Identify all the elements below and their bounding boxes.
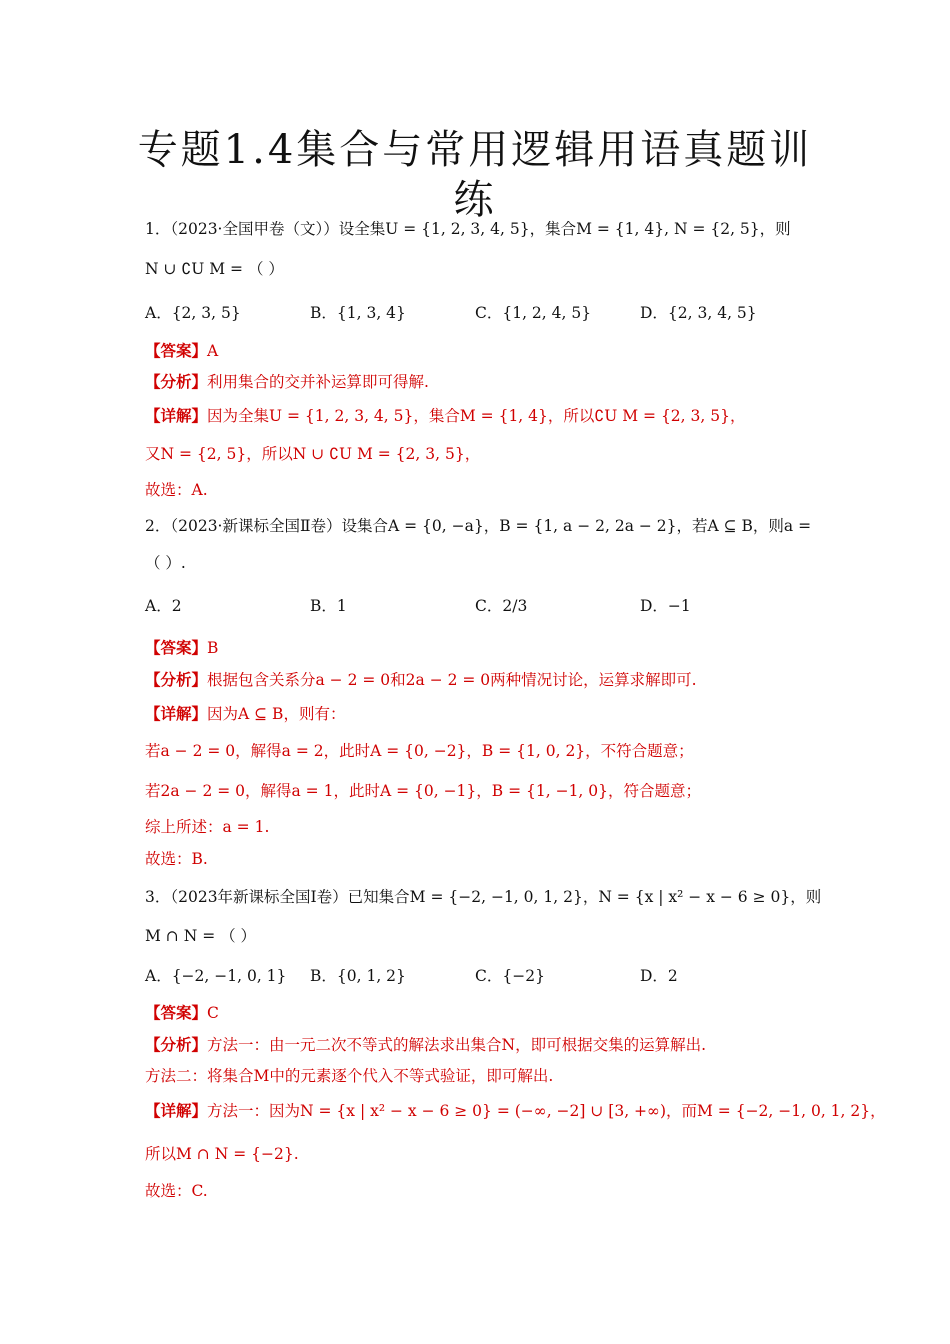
q2-answer-value: B — [207, 639, 219, 657]
q3-option-a: A．{−2, −1, 0, 1} — [145, 967, 287, 985]
q3-stem-line2: M ∩ N = （ ） — [145, 927, 257, 945]
q2-detail-line1 — [145, 703, 345, 725]
q1-analysis-tag: 【分析】 — [145, 372, 208, 391]
q1-answer — [145, 340, 218, 362]
q3-option-b: B．{0, 1, 2} — [310, 967, 406, 985]
q2-analysis-text: 根据包含关系分a − 2 = 0和2a − 2 = 0两种情况讨论，运算求解即可. — [207, 671, 697, 689]
q3-answer-tag: 【答案】 — [145, 1003, 208, 1022]
q3-option-c: C．{−2} — [475, 967, 545, 985]
q1-detail-line2: 又N = {2, 5}，所以N ∪ ∁U M = {2, 3, 5}， — [145, 445, 481, 463]
q3-option-d: D．2 — [640, 967, 678, 985]
q2-answer — [145, 637, 218, 659]
q1-detail-line1 — [145, 405, 745, 427]
q2-stem-line2: （ ）. — [145, 554, 186, 572]
q1-option-a: A．{2, 3, 5} — [145, 304, 241, 322]
q3-detail-tag: 【详解】 — [145, 1101, 208, 1120]
q1-option-d: D．{2, 3, 4, 5} — [640, 304, 757, 322]
q2-detail-text1: 因为A ⊆ B，则有： — [207, 705, 346, 723]
q1-stem-line1: 1．（2023·全国甲卷（文））设全集U = {1, 2, 3, 4, 5}，集合M = {1, 4}, N = {2, 5}，则 — [145, 220, 791, 238]
q3-detail-line1 — [145, 1100, 886, 1122]
q1-answer-value: A — [207, 342, 219, 360]
q3-conclusion: 故选：C. — [145, 1182, 208, 1200]
q1-detail-text1: 因为全集U = {1, 2, 3, 4, 5}，集合M = {1, 4}，所以∁U M = {2, 3, 5}， — [207, 407, 746, 425]
q3-analysis-tag: 【分析】 — [145, 1035, 208, 1054]
q2-analysis — [145, 669, 697, 691]
q3-detail-line2: 所以M ∩ N = {−2}. — [145, 1145, 299, 1163]
q3-analysis-line2: 方法二：将集合M中的元素逐个代入不等式验证，即可解出. — [145, 1067, 554, 1085]
q3-answer — [145, 1002, 219, 1024]
q2-conclusion: 故选：B. — [145, 850, 208, 868]
q2-option-c: C．2/3 — [475, 597, 528, 615]
q2-detail-line4: 综上所述：a = 1. — [145, 818, 270, 836]
q3-answer-value: C — [207, 1004, 219, 1022]
q2-option-b: B．1 — [310, 597, 347, 615]
page-title-line2: 练 — [453, 177, 497, 223]
q3-stem-line1: 3．（2023年新课标全国Ⅰ卷）已知集合M = {−2, −1, 0, 1, 2}，N = {x | x² − x − 6 ≥ 0}，则 — [145, 888, 822, 906]
q2-detail-tag: 【详解】 — [145, 704, 208, 723]
q1-analysis — [145, 371, 429, 393]
q3-detail-text1: 方法一：因为N = {x | x² − x − 6 ≥ 0} = (−∞, −2] ∪ [3, +∞)，而M = {−2, −1, 0, 1, 2}， — [207, 1102, 886, 1120]
q2-analysis-tag: 【分析】 — [145, 670, 208, 689]
q1-option-c: C．{1, 2, 4, 5} — [475, 304, 592, 322]
q2-detail-line2: 若a − 2 = 0，解得a = 2，此时A = {0, −2}，B = {1, 0, 2}，不符合题意； — [145, 742, 694, 760]
q2-option-d: D．−1 — [640, 597, 691, 615]
q1-answer-tag: 【答案】 — [145, 341, 208, 360]
q1-conclusion: 故选：A. — [145, 481, 208, 499]
q2-answer-tag: 【答案】 — [145, 638, 208, 657]
q1-analysis-text: 利用集合的交并补运算即可得解. — [207, 373, 429, 391]
q1-detail-tag: 【详解】 — [145, 406, 208, 425]
q1-stem-line2: N ∪ ∁U M = （ ） — [145, 260, 284, 278]
page-title-line1: 专题1.4集合与常用逻辑用语真题训 — [137, 127, 813, 173]
q2-stem-line1: 2．（2023·新课标全国Ⅱ卷）设集合A = {0, −a}，B = {1, a − 2, 2a − 2}，若A ⊆ B，则a = — [145, 517, 812, 535]
q2-detail-line3: 若2a − 2 = 0，解得a = 1，此时A = {0, −1}，B = {1, −1, 0}，符合题意； — [145, 782, 702, 800]
q2-option-a: A．2 — [145, 597, 182, 615]
q1-option-b: B．{1, 3, 4} — [310, 304, 406, 322]
q3-analysis — [145, 1034, 706, 1056]
q3-analysis-text: 方法一：由一元二次不等式的解法求出集合N，即可根据交集的运算解出. — [207, 1036, 707, 1054]
